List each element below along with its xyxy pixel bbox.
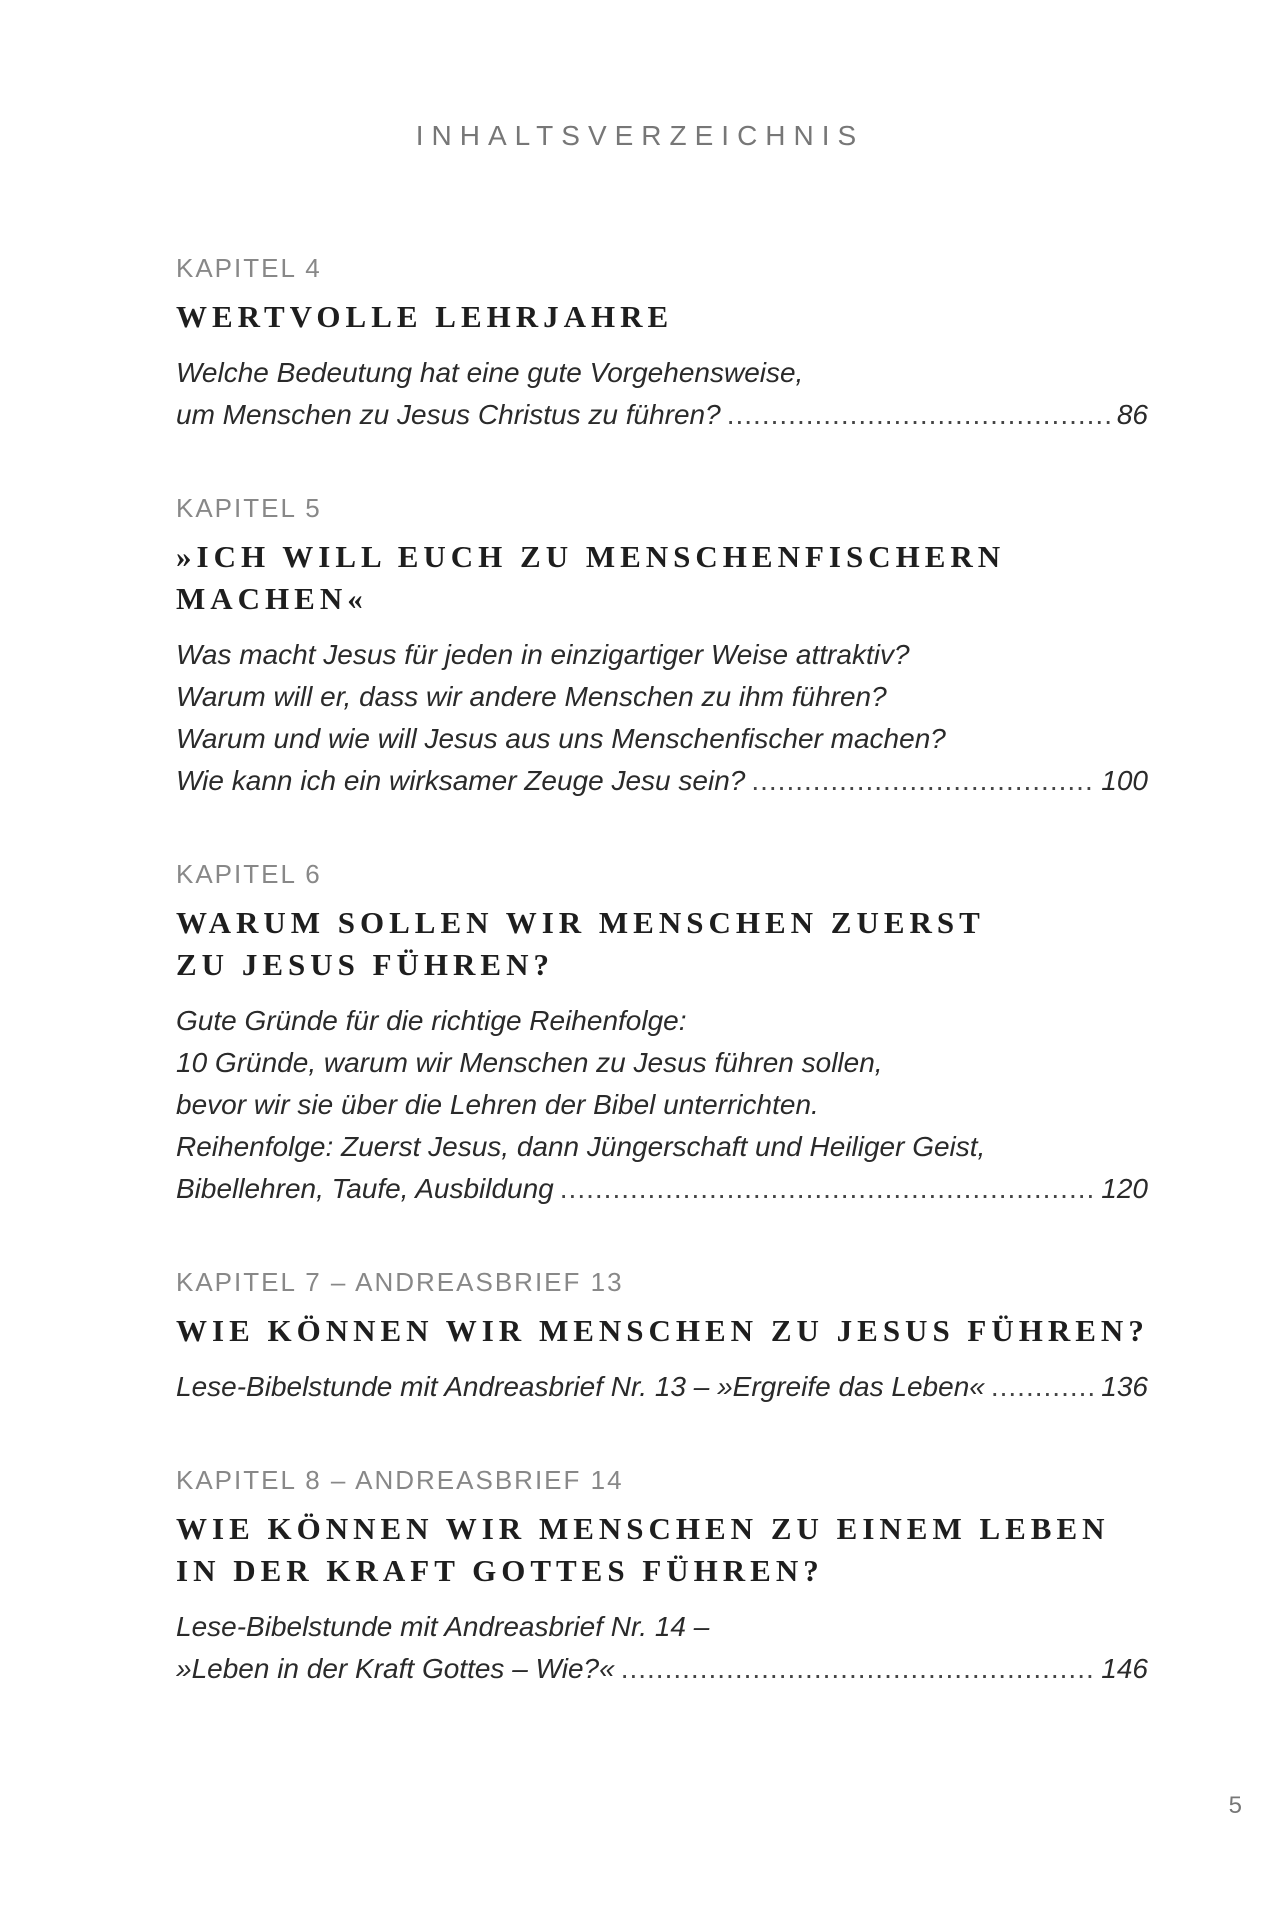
description-line: Warum und wie will Jesus aus uns Menschenfischer machen?	[176, 723, 946, 754]
chapter-description	[176, 1366, 1148, 1408]
page-number[interactable]: 146	[1101, 1653, 1148, 1684]
description-line: Welche Bedeutung hat eine gute Vorgehensweise,	[176, 357, 804, 388]
chapter-title	[176, 902, 1148, 986]
chapter-title-line: WARUM SOLLEN WIR MENSCHEN ZUERST	[176, 905, 985, 940]
description-line: bevor wir sie über die Lehren der Bibel unterrichten.	[176, 1089, 819, 1120]
chapter-label: KAPITEL 4	[176, 253, 322, 283]
description-line: um Menschen zu Jesus Christus zu führen?	[176, 399, 721, 430]
chapter-entry-5[interactable]	[176, 490, 1148, 802]
description-line: 10 Gründe, warum wir Menschen zu Jesus führen sollen,	[176, 1047, 883, 1078]
folio-page-number: 5	[1228, 1792, 1242, 1819]
chapter-entry-8[interactable]	[176, 1462, 1148, 1690]
chapter-title-line: IN DER KRAFT GOTTES FÜHREN?	[176, 1553, 824, 1588]
dot-leader	[991, 1366, 1095, 1408]
chapter-title	[176, 536, 1148, 620]
description-last-line	[176, 760, 1148, 802]
description-line: Lese-Bibelstunde mit Andreasbrief Nr. 13 – »Ergreife das Leben«	[176, 1371, 985, 1402]
dot-leader	[560, 1168, 1096, 1210]
description-last-line	[176, 1648, 1148, 1690]
chapter-title-line: WIE KÖNNEN WIR MENSCHEN ZU EINEM LEBEN	[176, 1511, 1110, 1546]
chapter-entry-4[interactable]	[176, 250, 1148, 436]
chapter-title-line: WIE KÖNNEN WIR MENSCHEN ZU JESUS FÜHREN?	[176, 1313, 1149, 1348]
page-number[interactable]: 100	[1101, 765, 1148, 796]
page-number[interactable]: 86	[1116, 399, 1148, 430]
description-last-line	[176, 1168, 1148, 1210]
chapter-entry-6[interactable]	[176, 856, 1148, 1210]
description-line: Gute Gründe für die richtige Reihenfolge:	[176, 1005, 687, 1036]
chapter-description	[176, 1000, 1148, 1210]
chapter-title	[176, 296, 1148, 338]
chapter-title-line: MACHEN«	[176, 581, 368, 616]
description-line: »Leben in der Kraft Gottes – Wie?«	[176, 1653, 615, 1684]
chapter-description	[176, 634, 1148, 802]
page-title: INHALTSVERZEICHNIS	[415, 120, 865, 151]
chapter-entry-7[interactable]	[176, 1264, 1148, 1408]
description-line: Warum will er, dass wir andere Menschen zu ihm führen?	[176, 681, 887, 712]
table-of-contents	[176, 250, 1148, 1744]
chapter-description	[176, 352, 1148, 436]
description-line: Bibellehren, Taufe, Ausbildung	[176, 1173, 554, 1204]
chapter-label: KAPITEL 7 – ANDREASBRIEF 13	[176, 1267, 624, 1297]
description-line: Wie kann ich ein wirksamer Zeuge Jesu sein?	[176, 765, 746, 796]
dot-leader	[727, 394, 1111, 436]
description-line: Was macht Jesus für jeden in einzigartiger Weise attraktiv?	[176, 639, 910, 670]
description-line: Lese-Bibelstunde mit Andreasbrief Nr. 14 –	[176, 1611, 710, 1642]
page-number[interactable]: 120	[1101, 1173, 1148, 1204]
chapter-description	[176, 1606, 1148, 1690]
description-last-line	[176, 1366, 1148, 1408]
chapter-label: KAPITEL 6	[176, 859, 322, 889]
dot-leader	[621, 1648, 1096, 1690]
chapter-label: KAPITEL 8 – ANDREASBRIEF 14	[176, 1465, 624, 1495]
chapter-title-line: »ICH WILL EUCH ZU MENSCHENFISCHERN	[176, 539, 1006, 574]
description-line: Reihenfolge: Zuerst Jesus, dann Jüngerschaft und Heiliger Geist,	[176, 1131, 986, 1162]
dot-leader	[751, 760, 1095, 802]
chapter-title	[176, 1508, 1148, 1592]
chapter-title-line: ZU JESUS FÜHREN?	[176, 947, 554, 982]
chapter-label: KAPITEL 5	[176, 493, 322, 523]
chapter-title	[176, 1310, 1148, 1352]
page-number[interactable]: 136	[1101, 1371, 1148, 1402]
description-last-line	[176, 394, 1148, 436]
chapter-title-line: WERTVOLLE LEHRJAHRE	[176, 299, 674, 334]
